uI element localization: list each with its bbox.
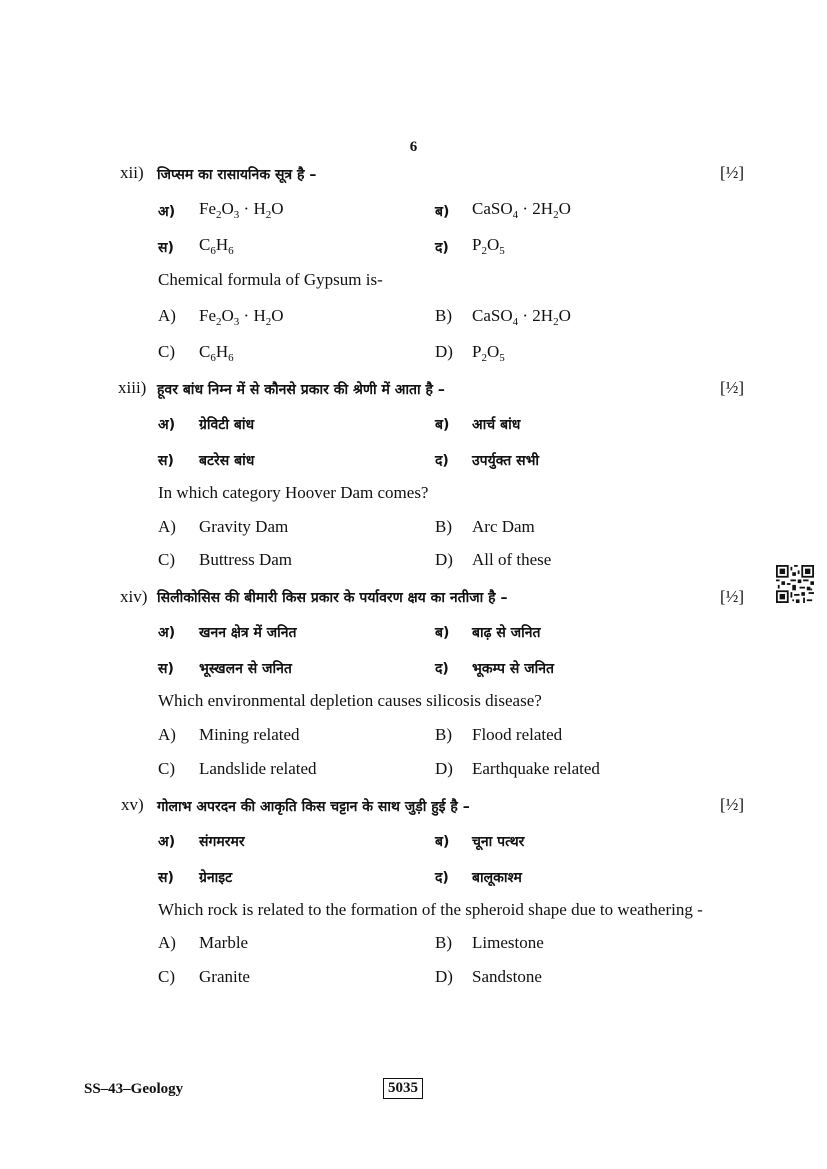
- option-text: बालूकाश्म: [472, 870, 522, 886]
- option-label: द): [435, 453, 449, 469]
- option-label: अ): [158, 834, 176, 850]
- option-label: A): [158, 933, 176, 952]
- option-text: Mining related: [199, 725, 300, 744]
- option-label: B): [435, 517, 452, 536]
- question-text-english: Which rock is related to the formation of the spheroid shape due to weathering -: [158, 900, 703, 919]
- question-number: xii): [120, 163, 144, 182]
- question-text-english: Chemical formula of Gypsum is-: [158, 270, 383, 289]
- option-text: संगमरमर: [199, 834, 245, 850]
- option-label: D): [435, 342, 453, 361]
- option-label: C): [158, 759, 175, 778]
- option-text: Arc Dam: [472, 517, 535, 536]
- option-label: D): [435, 759, 453, 778]
- option-label: अ): [158, 625, 176, 641]
- option-formula: $Fe_2O_3 \cdot H_2O$: [199, 306, 284, 328]
- question-number: xiii): [118, 378, 147, 397]
- option-formula: $C_6H_6$: [199, 235, 234, 257]
- option-text: बटरेस बांध: [199, 453, 255, 469]
- option-text: Limestone: [472, 933, 544, 952]
- footer-paper-code: SS–43–Geology: [84, 1081, 184, 1097]
- option-label: B): [435, 725, 452, 744]
- question-text-english: In which category Hoover Dam comes?: [158, 483, 429, 502]
- option-label: द): [435, 661, 449, 677]
- option-text: Flood related: [472, 725, 563, 744]
- option-label: ब): [435, 834, 450, 850]
- option-label: स): [158, 870, 174, 886]
- page-number: 6: [409, 139, 418, 155]
- option-text: बाढ़ से जनित: [472, 625, 541, 641]
- option-label: स): [158, 453, 174, 469]
- option-label: B): [435, 306, 452, 325]
- option-label: द): [435, 240, 449, 256]
- option-label: D): [435, 550, 453, 569]
- option-formula: $P_2O_5$: [472, 342, 505, 364]
- option-text: खनन क्षेत्र में जनित: [199, 625, 297, 641]
- option-label: B): [435, 933, 452, 952]
- option-formula: $C_6H_6$: [199, 342, 234, 364]
- option-text: Earthquake related: [472, 759, 600, 778]
- marks-label: [½]: [720, 795, 745, 814]
- option-label: अ): [158, 204, 176, 220]
- option-label: C): [158, 550, 175, 569]
- option-label: ब): [435, 625, 450, 641]
- marks-label: [½]: [720, 163, 745, 182]
- option-label: स): [158, 240, 174, 256]
- marks-label: [½]: [720, 378, 745, 397]
- option-text: Buttress Dam: [199, 550, 293, 569]
- option-text: ग्रेविटी बांध: [199, 417, 255, 433]
- question-number: xiv): [120, 587, 148, 606]
- marks-label: [½]: [720, 587, 745, 606]
- option-label: C): [158, 967, 175, 986]
- option-text: ग्रेनाइट: [199, 870, 233, 886]
- option-text: आर्च बांध: [472, 417, 521, 433]
- option-label: C): [158, 342, 175, 361]
- option-label: द): [435, 870, 449, 886]
- option-text: Granite: [199, 967, 250, 986]
- option-label: अ): [158, 417, 176, 433]
- option-text: Marble: [199, 933, 249, 952]
- question-text-english: Which environmental depletion causes silicosis disease?: [158, 691, 542, 710]
- option-label: A): [158, 517, 176, 536]
- option-label: A): [158, 725, 176, 744]
- option-formula: CaSO$_4$ · $2H_2O$: [472, 199, 571, 221]
- option-formula: $Fe_2O_3 \cdot H_2O$: [199, 199, 284, 221]
- option-text: Sandstone: [472, 967, 542, 986]
- question-text-hindi: सिलीकोसिस की बीमारी किस प्रकार के पर्यावरण क्षय का नतीजा है –: [157, 590, 508, 606]
- question-text-hindi: हूवर बांध निम्न में से कौनसे प्रकार की श्रेणी में आता है –: [157, 382, 445, 398]
- option-formula: CaSO$_4$ · $2H_2O$: [472, 306, 571, 328]
- option-label: स): [158, 661, 174, 677]
- option-text: चूना पत्थर: [472, 834, 525, 850]
- option-text: Landslide related: [199, 759, 317, 778]
- option-text: भूस्खलन से जनित: [199, 661, 292, 677]
- question-text-hindi: जिप्सम का रासायनिक सूत्र है –: [157, 167, 317, 183]
- footer-code-box: 5035: [383, 1078, 423, 1099]
- option-label: ब): [435, 417, 450, 433]
- option-label: D): [435, 967, 453, 986]
- option-label: ब): [435, 204, 450, 220]
- option-label: A): [158, 306, 176, 325]
- option-formula: $P_2O_5$: [472, 235, 505, 257]
- option-text: भूकम्प से जनित: [472, 661, 554, 677]
- question-text-hindi: गोलाभ अपरदन की आकृति किस चट्टान के साथ जुड़ी हुई है –: [157, 799, 470, 815]
- question-number: xv): [121, 795, 144, 814]
- option-text: All of these: [472, 550, 552, 569]
- option-text: उपर्युक्त सभी: [472, 453, 540, 469]
- option-text: Gravity Dam: [199, 517, 289, 536]
- qr-code-icon: [776, 565, 814, 603]
